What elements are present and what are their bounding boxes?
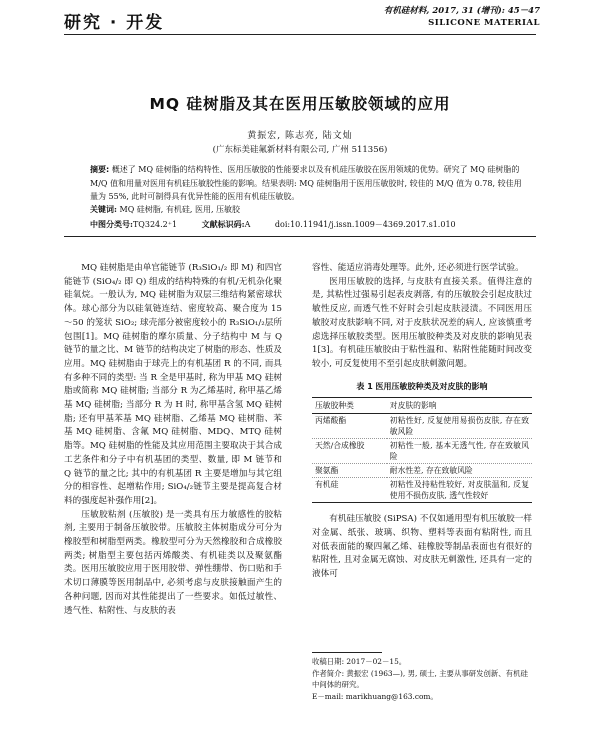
doc-code-label: 文献标识码: [201,219,245,229]
table-cell: 天然/合成橡胶 [312,439,387,464]
paragraph: 医用压敏胶的选择, 与皮肤有直接关系。值得注意的是, 其粘性过强易引起表皮剥落, 有的压敏胶会引起皮肤过敏性反应, 而透气性不好时会引起皮肤浸渍。不同医用压敏胶对皮肤影响不同, 对于皮肤状况差的病人, 应该慎重考虑选择压敏胶类型。医用压敏胶种类及对皮肤的影响见表 1[3]。有机硅压敏胶由于粘性温和、粘附性能随时间改变较小, 可反复使用不至引起皮肤刺激问题。 [312,276,532,369]
paragraph: 容性、能适应消毒处理等。此外, 还必须进行医学试验。 [312,263,524,273]
table-cell: 初粘性一般, 基本无透气性, 存在致敏风险 [387,439,532,464]
table-header: 压敏胶种类 [312,398,387,414]
article-title: MQ 硅树脂及其在医用压敏胶领域的应用 [149,95,451,113]
footnote-received: 收稿日期: 2017－02－15。 [312,657,407,666]
footnote [312,652,532,702]
doi-label: doi: [274,220,291,229]
footnote-author-bio: 作者简介: 黄振宏 (1963—), 男, 硕士, 主要从事研发创新、有机硅中间体的研究。 [312,668,528,689]
abstract-label: 摘要: [90,165,110,174]
keywords-text: MQ 硅树脂, 有机硅, 医用, 压敏胶 [119,205,241,214]
keywords [90,204,522,215]
journal-english-name: SILICONE MATERIAL [428,18,540,28]
journal-citation: 有机硅材料, 2017, 31 (增刊): 45－47 [383,6,540,16]
table-caption: 表 1 医用压敏胶种类及对皮肤的影响 [356,381,488,391]
clc-value: TQ324.2⁺1 [132,220,178,229]
paragraph: 压敏胶粘剂 (压敏胶) 是一类具有压力敏感性的胶粘剂, 主要用于制备压敏胶带。压敏胶主体树脂成分可分为橡胶型和树脂型两类。橡胶型可分为天然橡胶和合成橡胶两类; 树脂型主要包括丙烯酸类、有机硅类以及聚氨酯类。医用压敏胶应用于医用胶带、弹性绷带、伤口贴和手术切口薄膜等医用制品中, 必须考虑与皮肤接触面产生的各种问题, 因而对其性能提出了一些要求。如低过敏性、透气性、粘附性、与皮肤的表 [64,509,282,616]
table-cell: 丙烯酸酯 [312,414,387,439]
abstract-text: 概述了 MQ 硅树脂的结构特性、医用压敏胶的性能要求以及有机硅压敏胶在医用领域的优势。研究了 MQ 硅树脂的 M/Q 值和用量对医用有机硅压敏胶性能的影响。结果表明: MQ 硅树脂用于医用压敏胶时, 较佳的 M/Q 值为 0.78, 较佳用量为 55%, 此时可制得具有优异性能的医用有机硅压敏胶。 [90,165,522,201]
table-row [312,414,532,439]
table-header-row [312,398,532,414]
table-cell: 聚氨酯 [312,464,387,478]
footnote-email: E－mail: marikhuang@163.com。 [312,691,438,701]
article-affiliation: (广东标美硅氟新材料有限公司, 广州 511356) [212,145,388,155]
paragraph: 有机硅压敏胶 (SiPSA) 不仅如通用型有机压敏胶一样对金属、纸张、玻璃、织物、塑料等表面有粘附性, 而且对低表面能的聚四氟乙烯、硅橡胶等制品表面也有很好的粘附性, 且对金属无腐蚀、对皮肤无刺激性, 还具有一定的液体可 [312,514,532,580]
table-row [312,478,532,503]
table-cell: 初粘性及持粘性较好, 对皮肤温和, 反复使用不损伤皮肤, 透气性较好 [387,478,532,503]
table-header: 对皮肤的影响 [387,398,532,414]
section-title: 研究 · 开发 [64,13,165,33]
classification-line [90,219,522,230]
table-row [312,439,532,464]
header-rule [64,34,536,35]
doi-value: 10.11941/j.issn.1009－4369.2017.s1.010 [290,220,456,229]
clc-label: 中图分类号: [90,219,133,229]
table-cell: 耐水性差, 存在致敏风险 [387,464,532,478]
page-header [0,0,600,34]
footnote-rule [312,652,382,653]
doc-code-value: A [244,220,251,229]
journal-info [384,5,540,29]
abstract [90,163,522,204]
table-cell: 有机硅 [312,478,387,503]
keywords-label: 关键词: [90,204,117,214]
article-authors: 黄振宏, 陈志亮, 陆文灿 [247,131,353,141]
right-column [312,262,532,582]
psa-type-table [312,397,532,503]
abstract-rule [64,236,536,237]
table-row [312,464,532,478]
left-column [64,262,282,618]
paragraph: MQ 硅树脂是由单官能链节 (R₃SiO₁/₂ 即 M) 和四官能链节 (SiO₄/₂ 即 Q) 组成的结构特殊的有机/无机杂化聚硅氧烷。一般认为, MQ 硅树脂为双层三维结构紧密球状体。球心部分为以硅氧链连结、密度较高、聚合度为 15～50 的笼状 SiO₂; 球壳部分被密度较小的 R₃SiO₁/₂层所包围[1]。MQ 硅树脂的摩尔质量、分子结构中 M 与 Q 链节的量之比、M 链节的结构决定了树脂的形态、性质及应用。MQ 硅树脂由于球壳上的有机基团 R 的不同, 而具有多种不同的类型: 当 R 全是甲基时, 称为甲基 MQ 硅树脂或简称 MQ 硅树脂; 当部分 R 为乙烯基时, 称甲基乙烯基 MQ 硅树脂; 当部分 R 为 H 时, 称甲基含氢 MQ 硅树脂; 还有甲基苯基 MQ 硅树脂、乙烯基 MQ 硅树脂、苯基 MQ 硅树脂、含氟 MQ 硅树脂、MDQ、MTQ 硅树脂等。MQ 硅树脂的性能及其应用范围主要取决于其合成工艺条件和分子中有机基团的类型、数量, 即 M 链节和 Q 链节的量之比; 其中的有机基团 R 主要是增加与其它组分的相容性、起增粘作用; SiO₄/₂链节主要是提高复合材料的强度起补强作用[2]。 [64,263,282,506]
table-cell: 初粘性好, 反复使用易损伤皮肤, 存在致敏风险 [387,414,532,439]
